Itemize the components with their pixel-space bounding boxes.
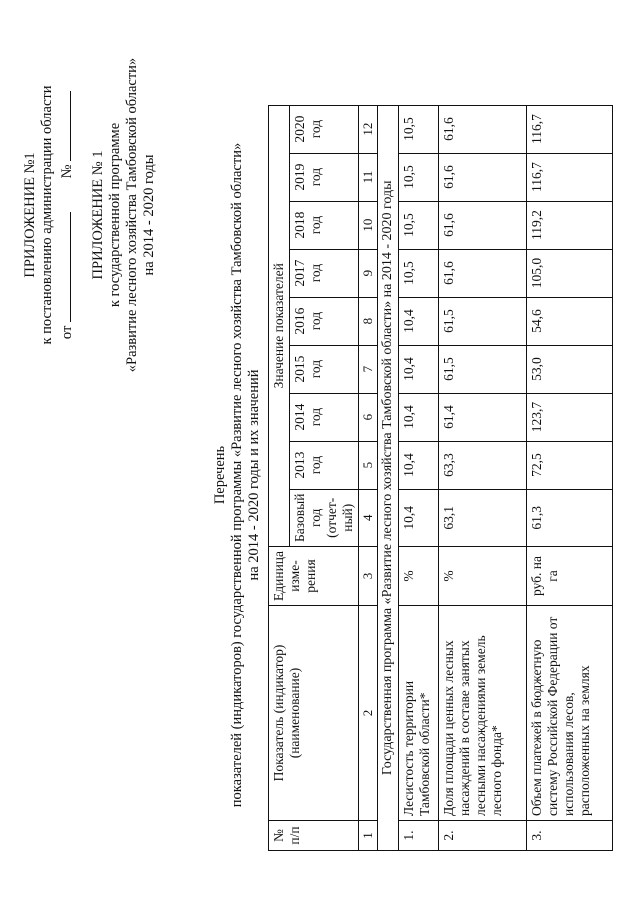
row-unit: руб. на га — [527, 546, 613, 605]
appendix2-line2: «Развитие лесного хозяйства Тамбовской области» — [124, 57, 140, 373]
row-name: Доля площади ценных лесных насаждений в составе занятых лесными насаждениями земель лесного фонда* — [439, 606, 527, 821]
row-value: 10,4 — [399, 345, 439, 393]
header-year: 2020 год — [290, 105, 359, 153]
number-blank — [56, 91, 71, 161]
row-value: 10,4 — [399, 489, 439, 546]
row-value: 61,6 — [439, 153, 527, 201]
col-number: 11 — [359, 153, 378, 201]
row-value: 105,0 — [527, 249, 613, 297]
header-year: 2018 год — [290, 201, 359, 249]
appendix-title: ПРИЛОЖЕНИЕ №1 — [22, 152, 38, 278]
header-values-group: Значение показателей — [269, 105, 290, 546]
row-value: 10,5 — [399, 105, 439, 153]
col-number: 3 — [359, 546, 378, 605]
column-numbers-row — [359, 105, 378, 850]
col-number: 10 — [359, 201, 378, 249]
appendix-header — [22, 45, 158, 385]
row-name: Объем платежей в бюджетную систему Российской Федерации от использования лесов, расположенных на землях — [527, 606, 613, 821]
col-number: 4 — [359, 489, 378, 546]
col-number: 6 — [359, 393, 378, 441]
row-unit: % — [399, 546, 439, 605]
appendix-line1: к постановлению администрации области — [39, 85, 55, 345]
row-value: 10,4 — [399, 297, 439, 345]
header-year: 2017 год — [290, 249, 359, 297]
col-number: 9 — [359, 249, 378, 297]
row-unit: % — [439, 546, 527, 605]
list-title-line1: Перечень — [212, 445, 228, 505]
col-number: 1 — [359, 821, 378, 851]
table-row — [527, 105, 613, 850]
program-title: Государственная программа «Развитие лесного хозяйства Тамбовской области» на 2014 - 2020 годы — [378, 105, 399, 850]
table-row — [439, 105, 527, 850]
header-base-year: Базовый год (отчет- ный) — [290, 489, 359, 546]
row-value: 10,4 — [399, 393, 439, 441]
row-name: Лесистость территории Тамбовской области* — [399, 606, 439, 821]
row-value: 61,6 — [439, 249, 527, 297]
row-value: 61,5 — [439, 297, 527, 345]
row-value: 61,5 — [439, 345, 527, 393]
program-row — [378, 105, 399, 850]
row-value: 63,3 — [439, 441, 527, 489]
row-value: 116,7 — [527, 153, 613, 201]
col-number: 5 — [359, 441, 378, 489]
col-number: 12 — [359, 105, 378, 153]
list-title-line2: показателей (индикаторов) государственной программы «Развитие лесного хозяйства Тамбовской области» — [229, 142, 245, 808]
list-title-line3: на 2014 - 2020 годы и их значений — [246, 369, 262, 581]
table-row — [399, 105, 439, 850]
header-year: 2016 год — [290, 297, 359, 345]
col-number: 7 — [359, 345, 378, 393]
row-value: 63,1 — [439, 489, 527, 546]
row-value: 61,6 — [439, 105, 527, 153]
row-value: 116,7 — [527, 105, 613, 153]
row-value: 54,6 — [527, 297, 613, 345]
col-number: 2 — [359, 606, 378, 821]
row-value: 10,4 — [399, 441, 439, 489]
list-title — [212, 85, 263, 865]
header-year: 2015 год — [290, 345, 359, 393]
row-value: 61,3 — [527, 489, 613, 546]
appendix-number-label: № — [59, 164, 75, 179]
header-year: 2013 год — [290, 441, 359, 489]
indicators-table — [268, 105, 613, 851]
header-row-1 — [269, 105, 290, 850]
header-year: 2014 год — [290, 393, 359, 441]
row-value: 123,7 — [527, 393, 613, 441]
appendix2-line3: на 2014 - 2020 годы — [141, 154, 157, 276]
row-value: 10,5 — [399, 153, 439, 201]
col-number: 8 — [359, 297, 378, 345]
appendix-date-line — [56, 45, 76, 385]
row-value: 61,6 — [439, 201, 527, 249]
header-unit: Единица изме- рения — [269, 546, 359, 605]
row-value: 119,2 — [527, 201, 613, 249]
row-value: 10,5 — [399, 201, 439, 249]
row-value: 10,5 — [399, 249, 439, 297]
appendix-from-label: от — [59, 325, 75, 340]
header-indicator: Показатель (индикатор) (наименование) — [269, 606, 359, 821]
row-value: 72,5 — [527, 441, 613, 489]
date-blank — [56, 212, 71, 322]
row-value: 61,4 — [439, 393, 527, 441]
row-num: 3. — [527, 821, 613, 851]
appendix2-title: ПРИЛОЖЕНИЕ № 1 — [90, 150, 106, 280]
row-num: 2. — [439, 821, 527, 851]
row-value: 53,0 — [527, 345, 613, 393]
header-year: 2019 год — [290, 153, 359, 201]
appendix2-line1: к государственной программе — [107, 122, 123, 308]
header-num: № п/п — [269, 821, 359, 851]
row-num: 1. — [399, 821, 439, 851]
